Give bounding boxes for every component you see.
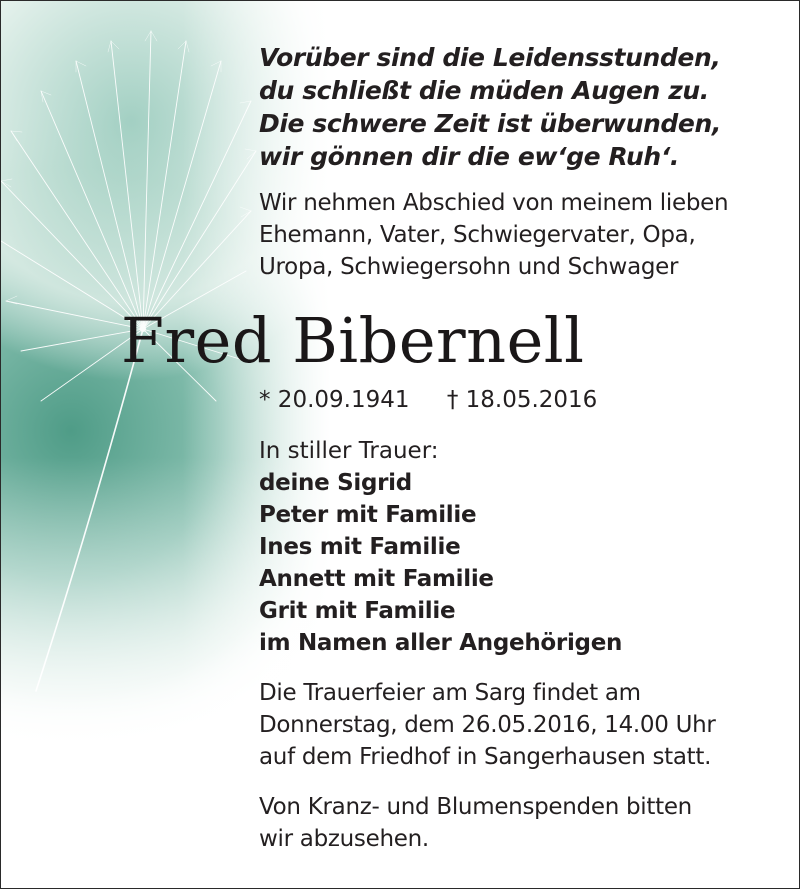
mourners-list <box>259 467 622 659</box>
death-date: † 18.05.2016 <box>446 387 598 413</box>
life-dates <box>259 385 597 415</box>
flower-line: Von Kranz- und Blumenspenden bitten <box>259 794 692 820</box>
intro-line: Ehemann, Vater, Schwiegervater, Opa, <box>259 222 696 248</box>
funeral-line: Donnerstag, dem 26.05.2016, 14.00 Uhr <box>259 712 716 738</box>
deceased-name: Fred Bibernell <box>121 304 585 377</box>
intro-line: Uropa, Schwiegersohn und Schwager <box>259 254 679 280</box>
mourner-name: Ines mit Familie <box>259 534 461 560</box>
verse-line: Vorüber sind die Leidensstunden, <box>259 43 721 72</box>
verse-line: wir gönnen dir die ew‘ge Ruh‘. <box>259 142 680 171</box>
funeral-line: auf dem Friedhof in Sangerhausen statt. <box>259 744 712 770</box>
mourners-heading: In stiller Trauer: <box>259 438 439 464</box>
flower-line: wir abzusehen. <box>259 826 429 852</box>
mourner-name: im Namen aller Angehörigen <box>259 630 623 656</box>
memorial-verse <box>259 41 721 173</box>
mourner-name: Annett mit Familie <box>259 566 494 592</box>
funeral-line: Die Trauerfeier am Sarg findet am <box>259 680 641 706</box>
intro-line: Wir nehmen Abschied von meinem lieben <box>259 190 729 216</box>
funeral-details <box>259 677 716 773</box>
mourner-name: deine Sigrid <box>259 470 412 496</box>
farewell-intro <box>259 187 728 283</box>
verse-line: Die schwere Zeit ist überwunden, <box>259 109 721 138</box>
mourner-name: Grit mit Familie <box>259 598 456 624</box>
verse-line: du schließt die müden Augen zu. <box>259 76 709 105</box>
birth-date: * 20.09.1941 <box>259 387 410 413</box>
mourner-name: Peter mit Familie <box>259 502 477 528</box>
flower-request <box>259 791 692 855</box>
